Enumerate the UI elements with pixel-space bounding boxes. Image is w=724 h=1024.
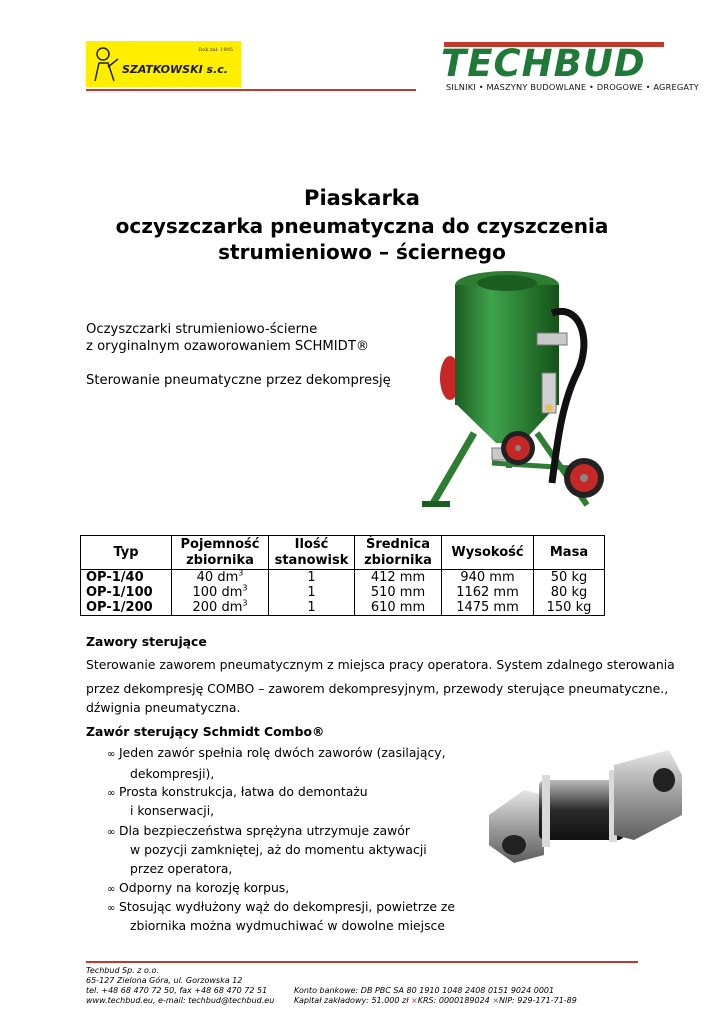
list-item: ∞ Prosta konstrukcja, łatwa do demontażu	[107, 784, 368, 799]
footer-registration: Kapitał zakładowy: 51.000 zł ×KRS: 0000189024 ×NIP: 929-171-71-89	[294, 996, 577, 1005]
intro-line-1: Oczyszczarki strumieniowo-ścierne	[86, 322, 318, 337]
cell-height: 940 mm	[442, 570, 534, 586]
valves-paragraph-line: Sterowanie zaworem pneumatycznym z miejsca pracy operatora. System zdalnego sterowania	[86, 657, 675, 672]
logo-since-text: Rok zał. 1995	[198, 47, 233, 53]
col-header-mass: Masa	[534, 536, 605, 570]
cell-volume: 100 $dm^3$	[172, 585, 269, 600]
infinity-bullet-icon: ∞	[107, 884, 116, 895]
list-item: ∞ Dla bezpieczeństwa sprężyna utrzymuje zawór	[107, 823, 410, 838]
cell-type: OP-1/200	[81, 600, 172, 616]
list-item: ∞ Stosując wydłużony wąż do dekompresji, powietrze ze	[107, 899, 456, 914]
section-heading-valves: Zawory sterujące	[86, 634, 207, 649]
table-row	[81, 600, 605, 616]
page-subtitle-line2: strumieniowo – ściernego	[218, 240, 506, 264]
separator-icon: ×	[411, 996, 418, 1005]
cell-type: OP-1/40	[81, 570, 172, 586]
page-subtitle-line1: oczyszczarka pneumatyczna do czyszczenia	[115, 214, 609, 238]
table-row	[81, 570, 605, 586]
page-title: Piaskarka	[304, 186, 420, 210]
section-heading-combo: Zawór sterujący Schmidt Combo®	[86, 724, 325, 739]
footer-phone: tel. +48 68 470 72 50, fax +48 68 470 72 51	[86, 986, 268, 995]
techbud-tagline: SILNIKI • MASZYNY BUDOWLANE • DROGOWE • AGREGATY	[446, 82, 699, 92]
col-header-volume: Pojemność zbiornika	[172, 536, 269, 570]
combo-valve-image	[484, 745, 684, 870]
footer-company: Techbud Sp. z o.o.	[86, 966, 159, 975]
intro-line-2: z oryginalnym ozaworowaniem SCHMIDT®	[86, 339, 370, 354]
infinity-bullet-icon: ∞	[107, 788, 116, 799]
cell-mass: 80 kg	[534, 585, 605, 600]
infinity-bullet-icon: ∞	[107, 749, 116, 760]
col-header-height: Wysokość	[442, 536, 534, 570]
cell-height: 1162 mm	[442, 585, 534, 600]
logo-company-name: SZATKOWSKI s.c.	[122, 63, 228, 76]
cell-diameter: 510 mm	[355, 585, 442, 600]
spec-table	[80, 535, 605, 616]
list-item-continuation: przez operatora,	[130, 861, 233, 876]
cell-volume: 40 $dm^3$	[172, 570, 269, 586]
table-header-row	[81, 536, 605, 570]
list-item: ∞ Jeden zawór spełnia rolę dwóch zaworów (zasilający,	[107, 745, 446, 760]
col-header-stations: Ilość stanowisk	[269, 536, 355, 570]
cell-height: 1475 mm	[442, 600, 534, 616]
footer-web: www.techbud.eu, e-mail: techbud@techbud.eu	[86, 996, 275, 1005]
szatkowski-logo	[86, 41, 241, 87]
list-item-continuation: w pozycji zamkniętej, aż do momentu aktywacji	[130, 842, 427, 857]
footer-rule	[86, 961, 638, 963]
intro-line-3: Sterowanie pneumatyczne przez dekompresję	[86, 373, 391, 388]
footer-bank: Konto bankowe: DB PBC SA 80 1910 1048 2408 0151 9024 0001	[294, 986, 555, 995]
footer-address: 65-127 Zielona Góra, ul. Gorzowska 12	[86, 976, 243, 985]
table-row	[81, 585, 605, 600]
header-rule	[86, 89, 416, 91]
valves-paragraph-line: przez dekompresję COMBO – zaworem dekompresyjnym, przewody sterujące pneumatyczne.,	[86, 681, 669, 696]
mascot-icon	[90, 45, 120, 83]
col-header-type: Typ	[81, 536, 172, 570]
infinity-bullet-icon: ∞	[107, 903, 116, 914]
infinity-bullet-icon: ∞	[107, 827, 116, 838]
list-item-continuation: zbiornika można wydmuchiwać w dowolne miejsce	[130, 918, 445, 933]
cell-mass: 50 kg	[534, 570, 605, 586]
separator-icon: ×	[492, 996, 500, 1005]
col-header-diameter: Średnica zbiornika	[355, 536, 442, 570]
cell-stations: 1	[269, 600, 355, 616]
cell-type: OP-1/100	[81, 585, 172, 600]
sandblaster-image	[412, 253, 624, 523]
cell-stations: 1	[269, 570, 355, 586]
cell-diameter: 610 mm	[355, 600, 442, 616]
list-item-continuation: dekompresji),	[130, 766, 215, 781]
cell-diameter: 412 mm	[355, 570, 442, 586]
cell-stations: 1	[269, 585, 355, 600]
cell-mass: 150 kg	[534, 600, 605, 616]
valves-paragraph-line: dźwignia pneumatyczna.	[86, 700, 241, 715]
list-item: ∞ Odporny na korozję korpus,	[107, 880, 290, 895]
cell-volume: 200 $dm^3$	[172, 600, 269, 616]
techbud-logo: TECHBUD	[441, 42, 646, 85]
list-item-continuation: i konserwacji,	[130, 803, 215, 818]
